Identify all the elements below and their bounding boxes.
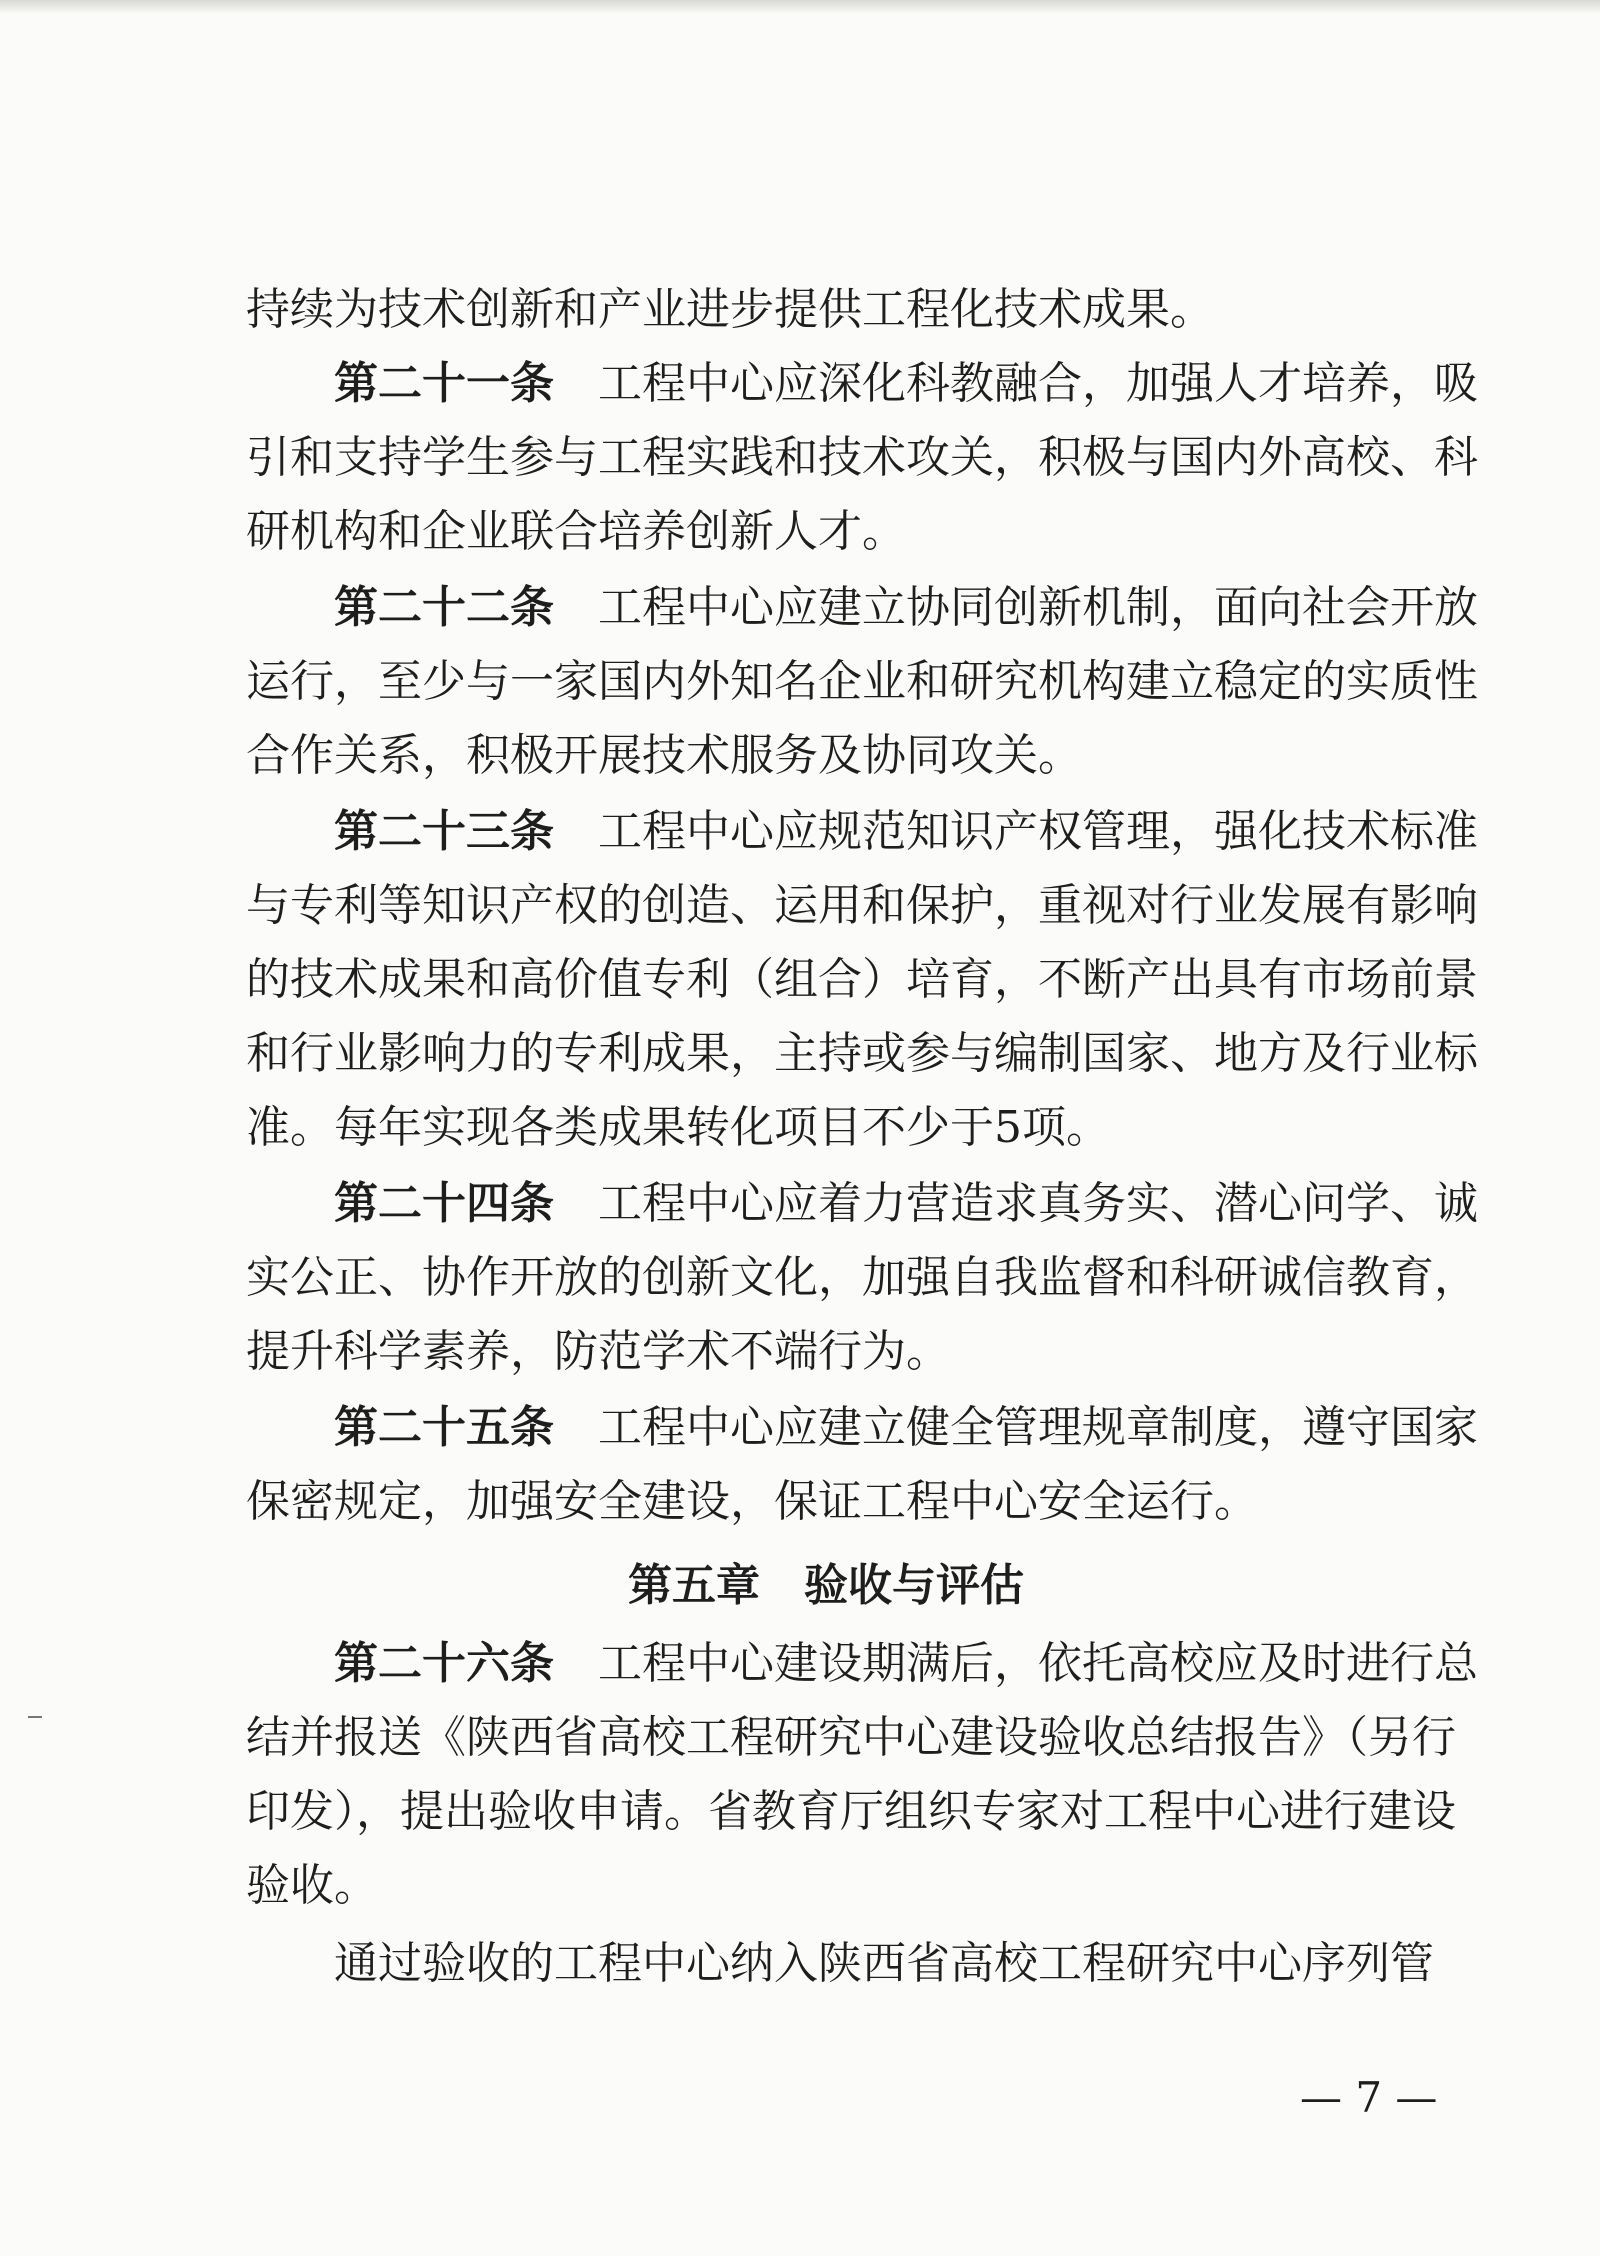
paragraph-line: 验收。 [246,1860,378,1911]
article-number: 第二十二条 [334,582,554,633]
article-number: 第二十六条 [334,1638,554,1689]
paragraph-line: 研机构和企业联合培养创新人才。 [246,506,906,557]
paragraph-line: 印发），提出验收申请。省教育厅组织专家对工程中心进行建设 [246,1786,1456,1837]
paragraph-line: 持续为技术创新和产业进步提供工程化技术成果。 [246,284,1214,335]
article-text: 工程中心应深化科教融合，加强人才培养，吸 [598,358,1478,409]
article-number: 第二十三条 [334,806,554,857]
article-number: 第二十五条 [334,1402,554,1453]
paragraph-line: 和行业影响力的专利成果，主持或参与编制国家、地方及行业标 [246,1028,1478,1079]
chapter-heading [246,1548,1406,1624]
paragraph-line: 合作关系，积极开展技术服务及协同攻关。 [246,730,1082,781]
article-26-line [334,1626,1478,1702]
article-25-line [334,1390,1478,1466]
paragraph-line: 通过验收的工程中心纳入陕西省高校工程研究中心序列管 [334,1938,1434,1989]
paragraph-line: 与专利等知识产权的创造、运用和保护，重视对行业发展有影响 [246,880,1478,931]
article-23-line [334,794,1478,870]
article-number: 第二十四条 [334,1178,554,1229]
paragraph-line: 准。每年实现各类成果转化项目不少于5项。 [246,1102,1110,1153]
article-21-line [334,346,1478,422]
article-text: 工程中心应建立协同创新机制，面向社会开放 [598,582,1478,633]
article-text: 工程中心应规范知识产权管理，强化技术标准 [598,806,1478,857]
paragraph-line: 提升科学素养，防范学术不端行为。 [246,1326,950,1377]
article-24-line [334,1166,1478,1242]
paragraph-line: 实公正、协作开放的创新文化，加强自我监督和科研诚信教育， [246,1252,1478,1303]
article-number: 第二十一条 [334,358,554,409]
chapter-number: 第五章 [628,1560,760,1611]
scan-edge-shadow [0,0,1600,14]
article-22-line [334,570,1478,646]
article-text: 工程中心应着力营造求真务实、潜心问学、诚 [598,1178,1478,1229]
paragraph-line: 的技术成果和高价值专利（组合）培育，不断产出具有市场前景 [246,954,1478,1005]
page-number: — 7 — [1300,2073,1438,2122]
article-text: 工程中心应建立健全管理规章制度，遵守国家 [598,1402,1478,1453]
chapter-title: 验收与评估 [804,1560,1024,1611]
paragraph-line: 保密规定，加强安全建设，保证工程中心安全运行。 [246,1476,1258,1527]
paragraph-line: 运行，至少与一家国内外知名企业和研究机构建立稳定的实质性 [246,656,1478,707]
margin-mark [28,1716,42,1718]
paragraph-line: 引和支持学生参与工程实践和技术攻关，积极与国内外高校、科 [246,432,1478,483]
paragraph-line: 结并报送《陕西省高校工程研究中心建设验收总结报告》（另行 [246,1712,1456,1763]
article-text: 工程中心建设期满后，依托高校应及时进行总 [598,1638,1478,1689]
